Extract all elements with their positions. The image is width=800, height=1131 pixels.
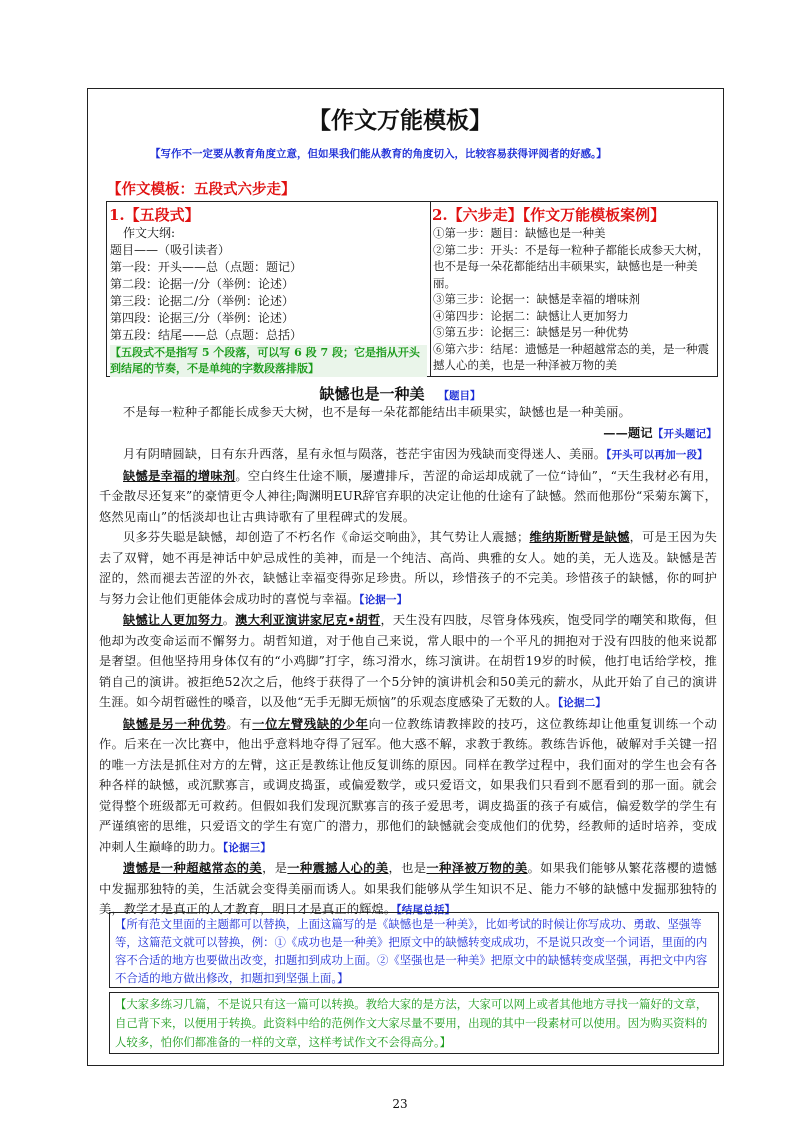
paragraph-tag: 【开头可以再加一段】 [606, 449, 708, 461]
paragraph-text: ，也是 [388, 861, 427, 875]
essay-paragraph-argument1 [99, 466, 717, 528]
paragraph-text: 。空白终生仕途不顺，屡遭排斥，苦涩的命运却成就了一位“诗仙”，“天生我材必有用，千金散尽还复来”的豪情更令人神往;陶渊明EUR辞官弃职的决定让他的仕途有了缺憾。然而他那份“采菊东篱下，悠然见南山”的恬淡却也让古典诗歌有了里程碑式的发展。 [99, 468, 717, 524]
argument-lead: 澳大利亚演讲家尼克•胡哲 [235, 613, 381, 627]
outline-line: 第一段：开头——总（点题：题记） [110, 260, 303, 274]
five-paragraph-heading: 1.【五段式】 [109, 206, 200, 224]
step-line: ③第三步：论据一：缺憾是幸福的增味剂 [433, 292, 640, 306]
argument-lead: 一种震撼人心的美 [287, 861, 389, 875]
argument-lead: 维纳斯断臂是缺憾 [529, 530, 630, 544]
template-table [106, 201, 718, 377]
outline-line: 第五段：结尾——总（点题：总括） [110, 328, 303, 342]
section-label: 【作文模板：五段式六步走】 [107, 181, 296, 198]
step-line: ②第二步：开头：不是每一粒种子都能长成参天大树，也不是每一朵花都能结出丰硕果实，缺憾也是一种美丽。 [433, 242, 709, 290]
outline-line: 第二段：论据一/分（举例：论述） [110, 277, 295, 291]
paragraph-tag: 【论据一】 [359, 593, 408, 606]
paragraph-text: 月有阴晴圆缺，日有东升西落，星有永恒与陨落，苍茫宇宙因为残缺而变得迷人、美丽。 [123, 447, 607, 461]
outline-line: 第四段：论据三/分（举例：论述） [110, 311, 295, 325]
page-number: 23 [392, 1097, 408, 1111]
outline-line: 作文大纲: [123, 226, 176, 240]
paragraph-text: ，天生没有四肢，尽管身体残疾，饱受同学的嘲笑和欺侮，但他却为改变命运而不懈努力。胡哲知道，对于他自己来说，常人眼中的一个平凡的拥抱对于没有四肢的他来说都是奢望。但他坚持用身体仅有的“小鸡脚”打字，练习滑水，练习演讲。在胡哲19岁的时候，他打电话给学校，推销自己的演讲。被拒绝52次之后，他终于获得了一个5分钟的演讲机会和50美元的薪水，从此开始了自己的演讲生涯。如今胡哲磁性的嗓音，以及他“无手无脚无烦恼”的乐观态度感染了无数的人。 [99, 613, 717, 709]
step-line: ⑤第五步：论据三：缺憾是另一种优势 [433, 325, 629, 339]
paragraph-tag: 【结尾总括】 [396, 904, 456, 916]
step-line: ⑥第六步：结尾：遗憾是一种超越常态的美，是一种震撼人心的美，也是一种泽被万物的美 [433, 341, 709, 372]
essay-paragraph-argument3 [99, 714, 717, 859]
argument-lead: 遗憾是一种超越常态的美 [123, 861, 263, 875]
paragraph-text: ，是 [262, 861, 288, 875]
substitution-note-box: 【所有范文里面的主题都可以替换，上面这篇写的是《缺憾也是一种美》，比如考试的时候让你写成功、勇敢、坚强等等，这篇范文就可以替换，例：①《成功也是一种美》把原文中的缺憾转变成成功，不是说只改变一个词语，里面的内容不合适的地方也要做出改变，扣题扣到成功上面。②《坚强也是一种美》把原文中的缺憾转变成坚强，再把文中内容不合适的地方做出修改，扣题扣到坚强上面。】 [109, 912, 719, 988]
essay-paragraph-opening [99, 444, 717, 466]
paragraph-text: 。有 [226, 716, 253, 731]
outline-line: 题目——（吸引读者） [110, 243, 231, 257]
five-paragraph-column [107, 202, 431, 376]
epigraph-tag: 【开头题记】 [652, 427, 717, 440]
essay-paragraph-argument1b [99, 527, 717, 610]
step-line: ④第四步：论据二：缺憾让人更加努力 [433, 308, 629, 323]
essay-title-text: 缺憾也是一种美 [319, 385, 425, 403]
argument-lead: 一位左臂残缺的少年 [252, 716, 369, 731]
page-title: 【作文万能模板】 [308, 108, 492, 134]
epigraph-attribution [99, 423, 717, 445]
epigraph-author: ——题记 [603, 425, 653, 440]
essay-title [0, 383, 800, 404]
paragraph-text: ，可是王因为失去了双臂，她不再是神话中妒忌成性的美神，而是一个纯洁、高尚、典雅的女人。她的美，无人选及。缺憾是苦涩的，然而褪去苦涩的外衣，缺憾让幸福变得弥足珍贵。所以，珍惜孩子的不完美。珍惜孩子的缺憾，你的呵护与努力会让他们更能体会成功时的喜悦与幸福。 [99, 530, 717, 606]
argument-lead: 缺憾是幸福的增味剂 [123, 468, 236, 483]
step-line: ①第一步：题目：缺憾也是一种美 [433, 226, 606, 240]
essay-body [99, 402, 717, 921]
paragraph-text: 向一位教练请教摔跤的技巧，这位教练却让他重复训练一个动作。后来在一次比赛中，他出乎意料地夺得了冠军。他大惑不解，求教于教练。教练告诉他，破解对手关键一招的唯一方法是抓住对方的左臂，这正是教练让他反复训练的原因。同样在教学过程中，我们面对的学生也会有各种各样的缺憾，或沉默寡言，或调皮捣蛋，或偏爱数学，或只爱语文，如果我们只看到不愿看到的那一面。就会觉得整个班级都无可救药。但假如我们发现沉默寡言的孩子爱思考，调皮捣蛋的孩子有威信，偏爱数学的学生有严谨缜密的思维，只爱语文的学生有宽广的潜力，那他们的缺憾就会变成他们的优势，经教师的适时培养，变成冲刺人生巅峰的助力。 [99, 716, 718, 854]
practice-note-box: 【大家多练习几篇，不是说只有这一篇可以转换。教给大家的是方法，大家可以网上或者其他地方寻找一篇好的文章，自己背下来，以便用于转换。此资料中给的范例作文大家尽量不要用，出现的其中一段素材可以使用。因为购买资料的人较多，怕你们都准备的一样的文章，这样考试作文不会得高分。】 [109, 992, 719, 1054]
argument-lead: 缺憾是另一种优势 [123, 716, 227, 731]
paragraph-tag: 【论据三】 [222, 841, 272, 854]
paragraph-tag: 【论据二】 [557, 697, 607, 709]
six-step-column [430, 202, 717, 376]
six-step-heading: 2.【六步走】【作文万能模板案例】 [432, 206, 666, 224]
five-paragraph-note: 【五段式不是指写 5 个段落，可以写 6 段 7 段；它是指从开头到结尾的节奏，不是单纯的字数段落排版】 [110, 345, 427, 377]
essay-title-tag: 【题目】 [438, 390, 481, 402]
argument-lead: 缺憾让人更加努力 [123, 613, 223, 627]
argument-lead: 一种泽被万物的美 [426, 861, 528, 875]
paragraph-text: 贝多芬失聪是缺憾，却创造了不朽名作《命运交响曲》，其气势让人震撼； [123, 530, 530, 544]
outline-line: 第三段：论据二/分（举例：论述） [110, 294, 295, 308]
essay-paragraph-argument2: 缺憾让人更加努力。澳大利亚演讲家尼克•胡哲，天生没有四肢，尽管身体残疾，饱受同学的嘲笑和欺侮，但他却为改变命运而不懈努力。胡哲知道，对于他自己来说，常人眼中的一个平凡的拥抱对于没有四肢的他来说都是奢望。但他坚持用身体仅有的“小鸡脚”打字，练习滑水，练习演讲。在胡哲19岁的时候，他打电话给学校，推销自己的演讲。被拒绝52次之后，他终于获得了一个5分钟的演讲机会和50美元的薪水，从此开始了自己的演讲生涯。如今胡哲磁性的嗓音，以及他“无手无脚无烦恼”的乐观态度感染了无数的人。【论据二】 [99, 613, 717, 709]
paragraph-text: 。如果我们能够从繁花落樱的遗憾中发掘那独特的美，生活就会变得美丽而诱人。如果我们能够从学生知识不足、能力不够的缺憾中发掘那独特的美，教学才是真正的人才教育，明日才是真正的辉煌。 [99, 861, 718, 916]
essay-epigraph: 不是每一粒种子都能长成参天大树，也不是每一朵花都能结出丰硕果实，缺憾也是一种美丽。 [123, 405, 631, 419]
intro-note: 【写作不一定要从教育角度立意，但如果我们能从教育的角度切入，比较容易获得评阅者的好感。】 [150, 148, 607, 160]
